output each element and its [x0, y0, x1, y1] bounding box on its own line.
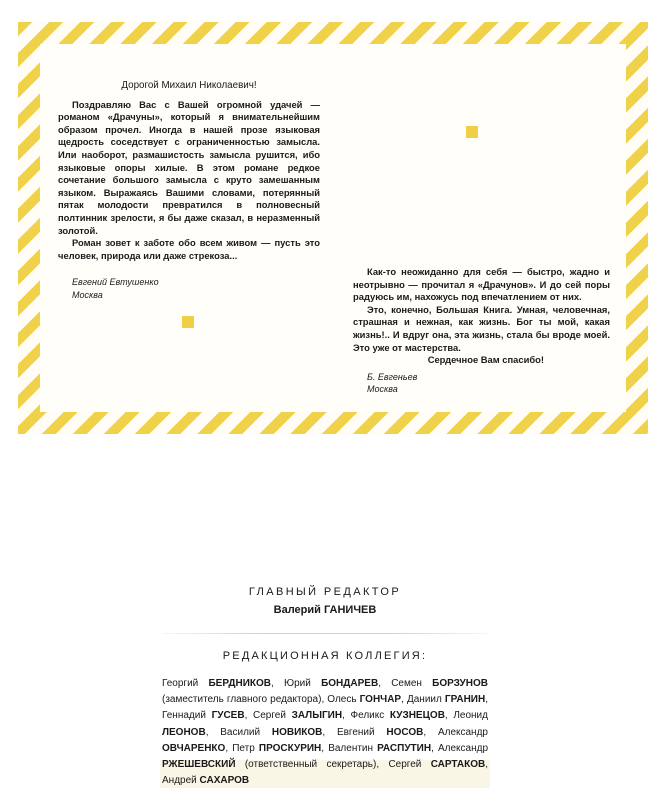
board-member	[220, 727, 322, 738]
board-member-surname: РЖЕШЕВСКИЙ	[162, 759, 236, 771]
decorative-square	[466, 126, 478, 138]
divider	[162, 633, 488, 634]
board-member-surname: ГОНЧАР	[359, 694, 402, 706]
board-member-first-name: Василий	[220, 726, 272, 738]
editorial-board-heading: РЕДАКЦИОННАЯ КОЛЛЕГИЯ:	[222, 650, 428, 662]
decorative-square	[182, 316, 194, 328]
board-member-surname: БЕРДНИКОВ	[208, 678, 272, 689]
board-member-first-name: Валентин	[328, 742, 378, 754]
board-member	[232, 743, 321, 754]
board-member	[253, 710, 342, 721]
board-member-first-name: Геннадий	[162, 710, 212, 722]
editor-in-chief-name: Валерий ГАНИЧЕВ	[273, 604, 377, 616]
board-member	[350, 710, 444, 721]
letter-author: Евгений Евтушенко	[72, 277, 159, 288]
letter-city: Москва	[367, 384, 398, 395]
board-member-first-name: Александр	[437, 742, 489, 754]
board-member-surname: САРТАКОВ	[430, 759, 486, 771]
board-member	[162, 775, 249, 786]
editor-in-chief-heading: ГЛАВНЫЙ РЕДАКТОР	[248, 586, 402, 598]
letter-city: Москва	[72, 289, 103, 300]
board-member-surname: ЗАЛЫГИН	[291, 710, 343, 722]
letter-signature	[353, 371, 610, 396]
board-member-role: (заместитель главного редактора)	[162, 694, 322, 706]
board-member-surname: ПРОСКУРИН	[258, 742, 322, 754]
board-member-first-name: Сергей	[388, 759, 431, 771]
letter-paragraph: Это, конечно, Большая Книга. Умная, человечная, страшная и нежная, как жизнь. Бог ты мой, какая жизнь!.. И вдруг она, эта жизнь, стала бы вроде моей. Это уже от мастерства.	[353, 303, 610, 353]
board-member-first-name: Андрей	[162, 775, 200, 787]
board-member-role: (ответственный секретарь)	[235, 759, 377, 771]
letter-author: Б. Евгеньев	[367, 371, 418, 382]
board-member-first-name: Даниил	[406, 694, 445, 706]
board-member-first-name: Александр	[437, 726, 488, 738]
board-member-surname: ОВЧАРЕНКО	[162, 742, 226, 754]
board-member-surname: БОНДАРЕВ	[321, 678, 379, 689]
board-member	[388, 759, 485, 770]
letter-salutation: Дорогой Михаил Николаевич!	[121, 80, 257, 91]
board-member-surname: ЛЕОНОВ	[162, 726, 206, 738]
board-member-surname: НОСОВ	[386, 726, 424, 738]
board-member-surname: РАСПУТИН	[377, 742, 432, 754]
board-member	[162, 678, 271, 689]
board-member-first-name: Олесь	[327, 694, 360, 706]
board-member	[407, 694, 485, 705]
board-member-first-name: Сергей	[253, 710, 292, 722]
board-member-first-name: Георгий	[162, 678, 209, 689]
letter-closing: Сердечное Вам спасибо!	[427, 354, 544, 366]
letter-signature	[58, 276, 320, 301]
masthead	[160, 586, 490, 616]
letter-paragraph: Как-то неожиданно для себя — быстро, жадно и неотрывно — прочитал я «Драчунов». И до сей поры радуюсь им, нахожусь под впечатлением от них.	[353, 266, 610, 303]
letter-paragraph: Поздравляю Вас с Вашей огромной удачей — романом «Драчуны», который я внимательнейшим образом прочел. Иногда в нашей прозе языковая щедрость соседствует с ограниченностью замысла. Или наоборот, размашистость замысла рушится, ибо языковые опоры хилые. В этом романе редкое сочетание большого замысла с круто замешанным языком. Выражаясь Вашими словами, потерянный пятак молодости превратился в полновесный полтинник зрелости, я бы даже сказал, в неразменный золотой.	[58, 98, 320, 236]
board-member-surname: САХАРОВ	[199, 775, 250, 787]
board-member	[337, 727, 423, 738]
board-member-first-name: Леонид	[453, 710, 488, 722]
letter-yevtushenko	[58, 80, 320, 302]
board-member-first-name: Семен	[391, 678, 433, 689]
letter-paragraph: Роман зовет к заботе обо всем живом — пусть это человек, природа или даже стрекоза...	[58, 237, 320, 261]
board-member	[284, 678, 378, 689]
letter-evgeniev	[353, 266, 610, 396]
board-member	[162, 710, 245, 721]
board-member-surname: ГРАНИН	[444, 694, 486, 706]
editorial-board-list: Георгий БЕРДНИКОВ, Юрий БОНДАРЕВ, Семен БОРЗУНОВ (заместитель главного редактора), Олесь ГОНЧАР, Даниил ГРАНИН, Геннадий ГУСЕВ, Сергей ЗАЛЫГИН, Феликс КУЗНЕЦОВ, Леонид ЛЕОНОВ, Василий НОВИКОВ, Евгений НОСОВ, Александр ОВЧАРЕНКО, Петр ПРОСКУРИН, Валентин РАСПУТИН, Александр РЖЕШЕВСКИЙ (ответственный секретарь), Сергей САРТАКОВ, Андрей САХАРОВ	[162, 678, 489, 787]
board-member	[327, 694, 401, 705]
board-member-surname: НОВИКОВ	[271, 726, 323, 738]
board-member-first-name: Феликс	[350, 710, 390, 722]
board-member-surname: БОРЗУНОВ	[432, 678, 488, 689]
board-member-first-name: Юрий	[284, 678, 322, 689]
board-member-first-name: Петр	[232, 742, 259, 754]
board-member-surname: КУЗНЕЦОВ	[389, 710, 445, 722]
board-member	[328, 743, 431, 754]
board-member-surname: ГУСЕВ	[211, 710, 245, 722]
board-member-first-name: Евгений	[336, 726, 387, 738]
